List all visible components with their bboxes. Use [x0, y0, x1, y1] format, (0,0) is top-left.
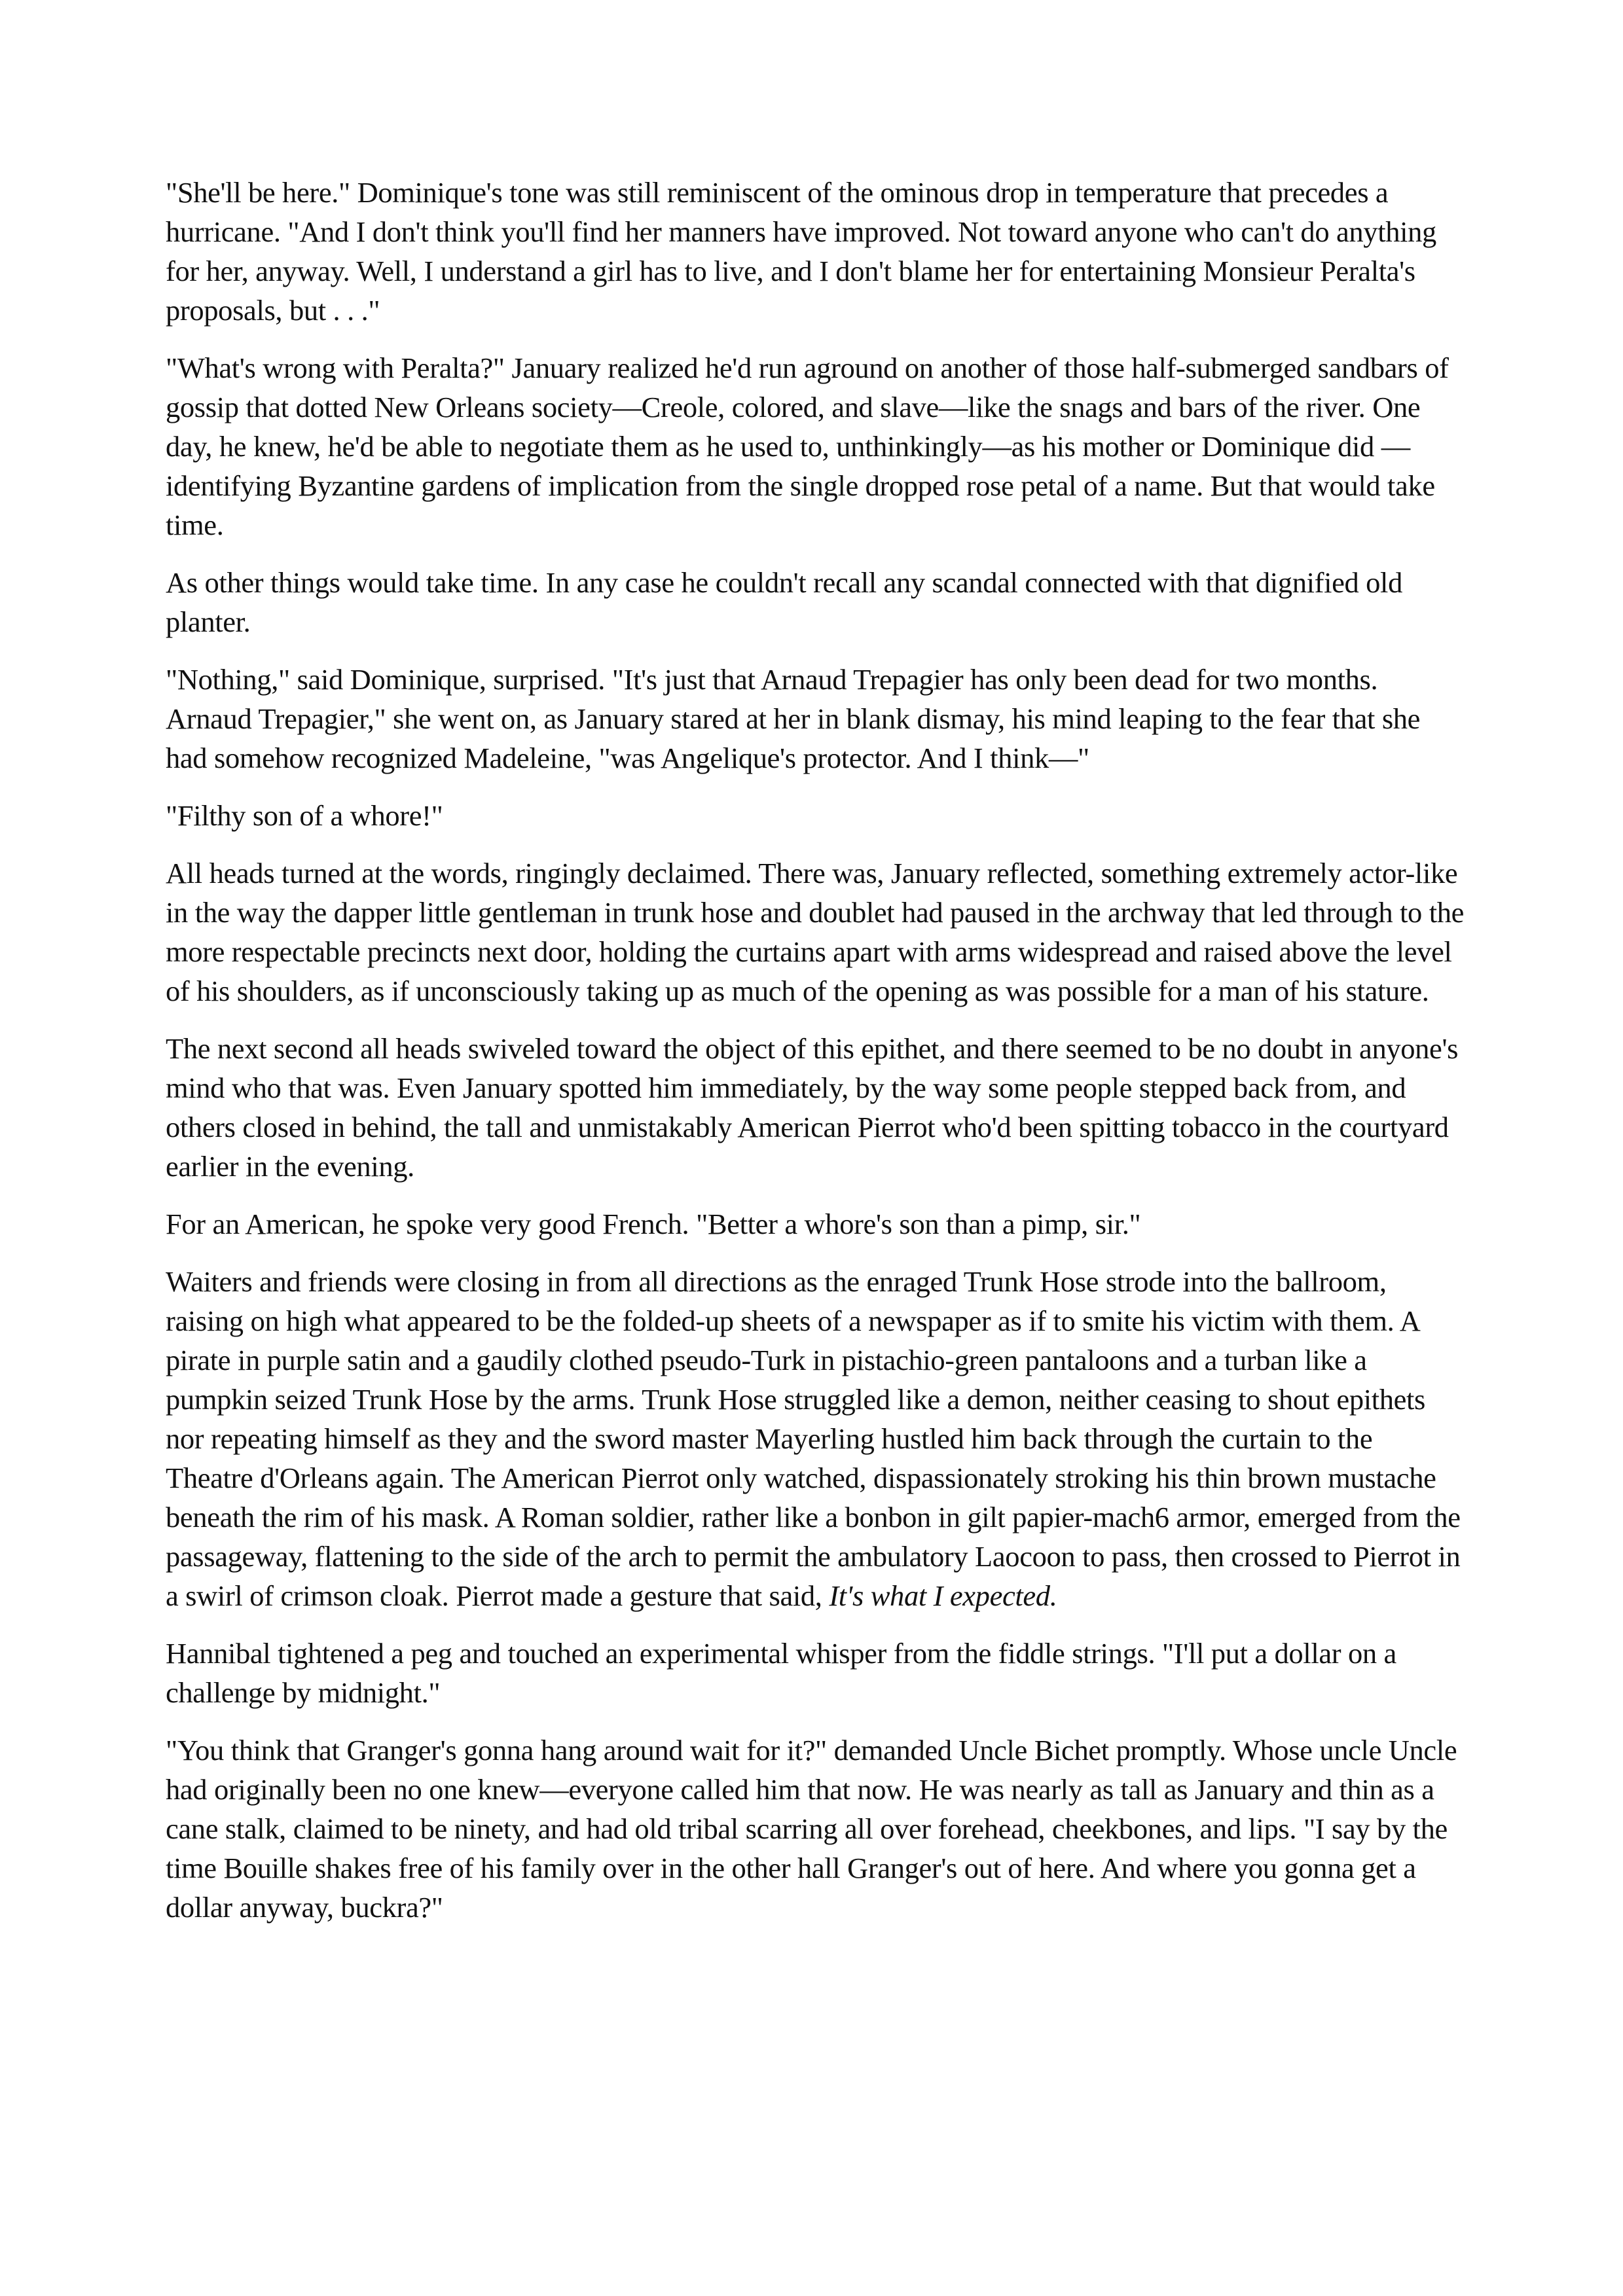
paragraph-1: "She'll be here." Dominique's tone was still reminiscent of the ominous drop in temperature that precedes a hurricane. "And I don't think you'll find her manners have improved. Not toward anyone who can't do anything for her, anyway. Well, I understand a girl has to live, and I don't blame her for entertaining Monsieur Peralta's proposals, but . . .": [166, 176, 1436, 327]
paragraph-7: The next second all heads swiveled toward the object of this epithet, and there seemed to be no doubt in anyone's mind who that was. Even January spotted him immediately, by the way some people stepped back from, and others closed in behind, the tall and unmistakably American Pierrot who'd been spitting tobacco in the courtyard earlier in the evening.: [166, 1032, 1459, 1183]
paragraph-6: All heads turned at the words, ringingly declaimed. There was, January reflected, something extremely actor-like in the way the dapper little gentleman in trunk hose and doublet had paused in the archway that led through to the more respectable precincts next door, holding the curtains apart with arms widespread and raised above the level of his shoulders, as if unconsciously taking up as much of the opening as was possible for a man of his stature.: [166, 857, 1465, 1007]
paragraph-2: "What's wrong with Peralta?" January realized he'd run aground on another of those half-submerged sandbars of gossip that dotted New Orleans society—Creole, colored, and slave—like the snags and bars of the river. One day, he knew, he'd be able to negotiate them as he used to, unthinkingly—as his mother or Dominique did —identifying Byzantine gardens of implication from the single dropped rose petal of a name. But that would take time.: [166, 351, 1449, 541]
paragraph-9-italic: It's what I expected.: [829, 1579, 1057, 1612]
paragraph-8: For an American, he spoke very good French. "Better a whore's son than a pimp, sir.": [166, 1208, 1141, 1240]
paragraph-9-text: Waiters and friends were closing in from all directions as the enraged Trunk Hose strode into the ballroom, raising on high what appeared to be the folded-up sheets of a newspaper as if to smite his victim with them. A pirate in purple satin and a gaudily clothed pseudo-Turk in pistachio-green pantaloons and a turban like a pumpkin seized Trunk Hose by the arms. Trunk Hose struggled like a demon, neither ceasing to shout epithets nor repeating himself as they and the sword master Mayerling hustled him back through the curtain to the Theatre d'Orleans again. The American Pierrot only watched, dispassionately stroking his thin brown mustache beneath the rim of his mask. A Roman soldier, rather like a bonbon in gilt papier-mach6 armor, emerged from the passageway, flattening to the side of the arch to permit the ambulatory Laocoon to pass, then crossed to Pierrot in a swirl of crimson cloak. Pierrot made a gesture that said,: [166, 1265, 1461, 1612]
paragraph-10: Hannibal tightened a peg and touched an experimental whisper from the fiddle strings. "I'll put a dollar on a challenge by midnight.": [166, 1637, 1396, 1709]
paragraph-3: As other things would take time. In any case he couldn't recall any scandal connected with that dignified old planter.: [166, 566, 1402, 638]
paragraph-4: "Nothing," said Dominique, surprised. "It's just that Arnaud Trepagier has only been dead for two months. Arnaud Trepagier," she went on, as January stared at her in blank dismay, his mind leaping to the fear that she had somehow recognized Madeleine, "was Angelique's protector. And I think—": [166, 663, 1421, 774]
paragraph-5: "Filthy son of a whore!": [166, 799, 443, 832]
paragraph-9: [166, 1262, 1465, 1615]
page-body: [166, 173, 1465, 1945]
paragraph-11: "You think that Granger's gonna hang around wait for it?" demanded Uncle Bichet promptly. Whose uncle Uncle had originally been no one knew—everyone called him that now. He was nearly as tall as January and thin as a cane stalk, claimed to be ninety, and had old tribal scarring all over forehead, cheekbones, and lips. "I say by the time Bouille shakes free of his family over in the other hall Granger's out of here. And where you gonna get a dollar anyway, buckra?": [166, 1734, 1457, 1924]
